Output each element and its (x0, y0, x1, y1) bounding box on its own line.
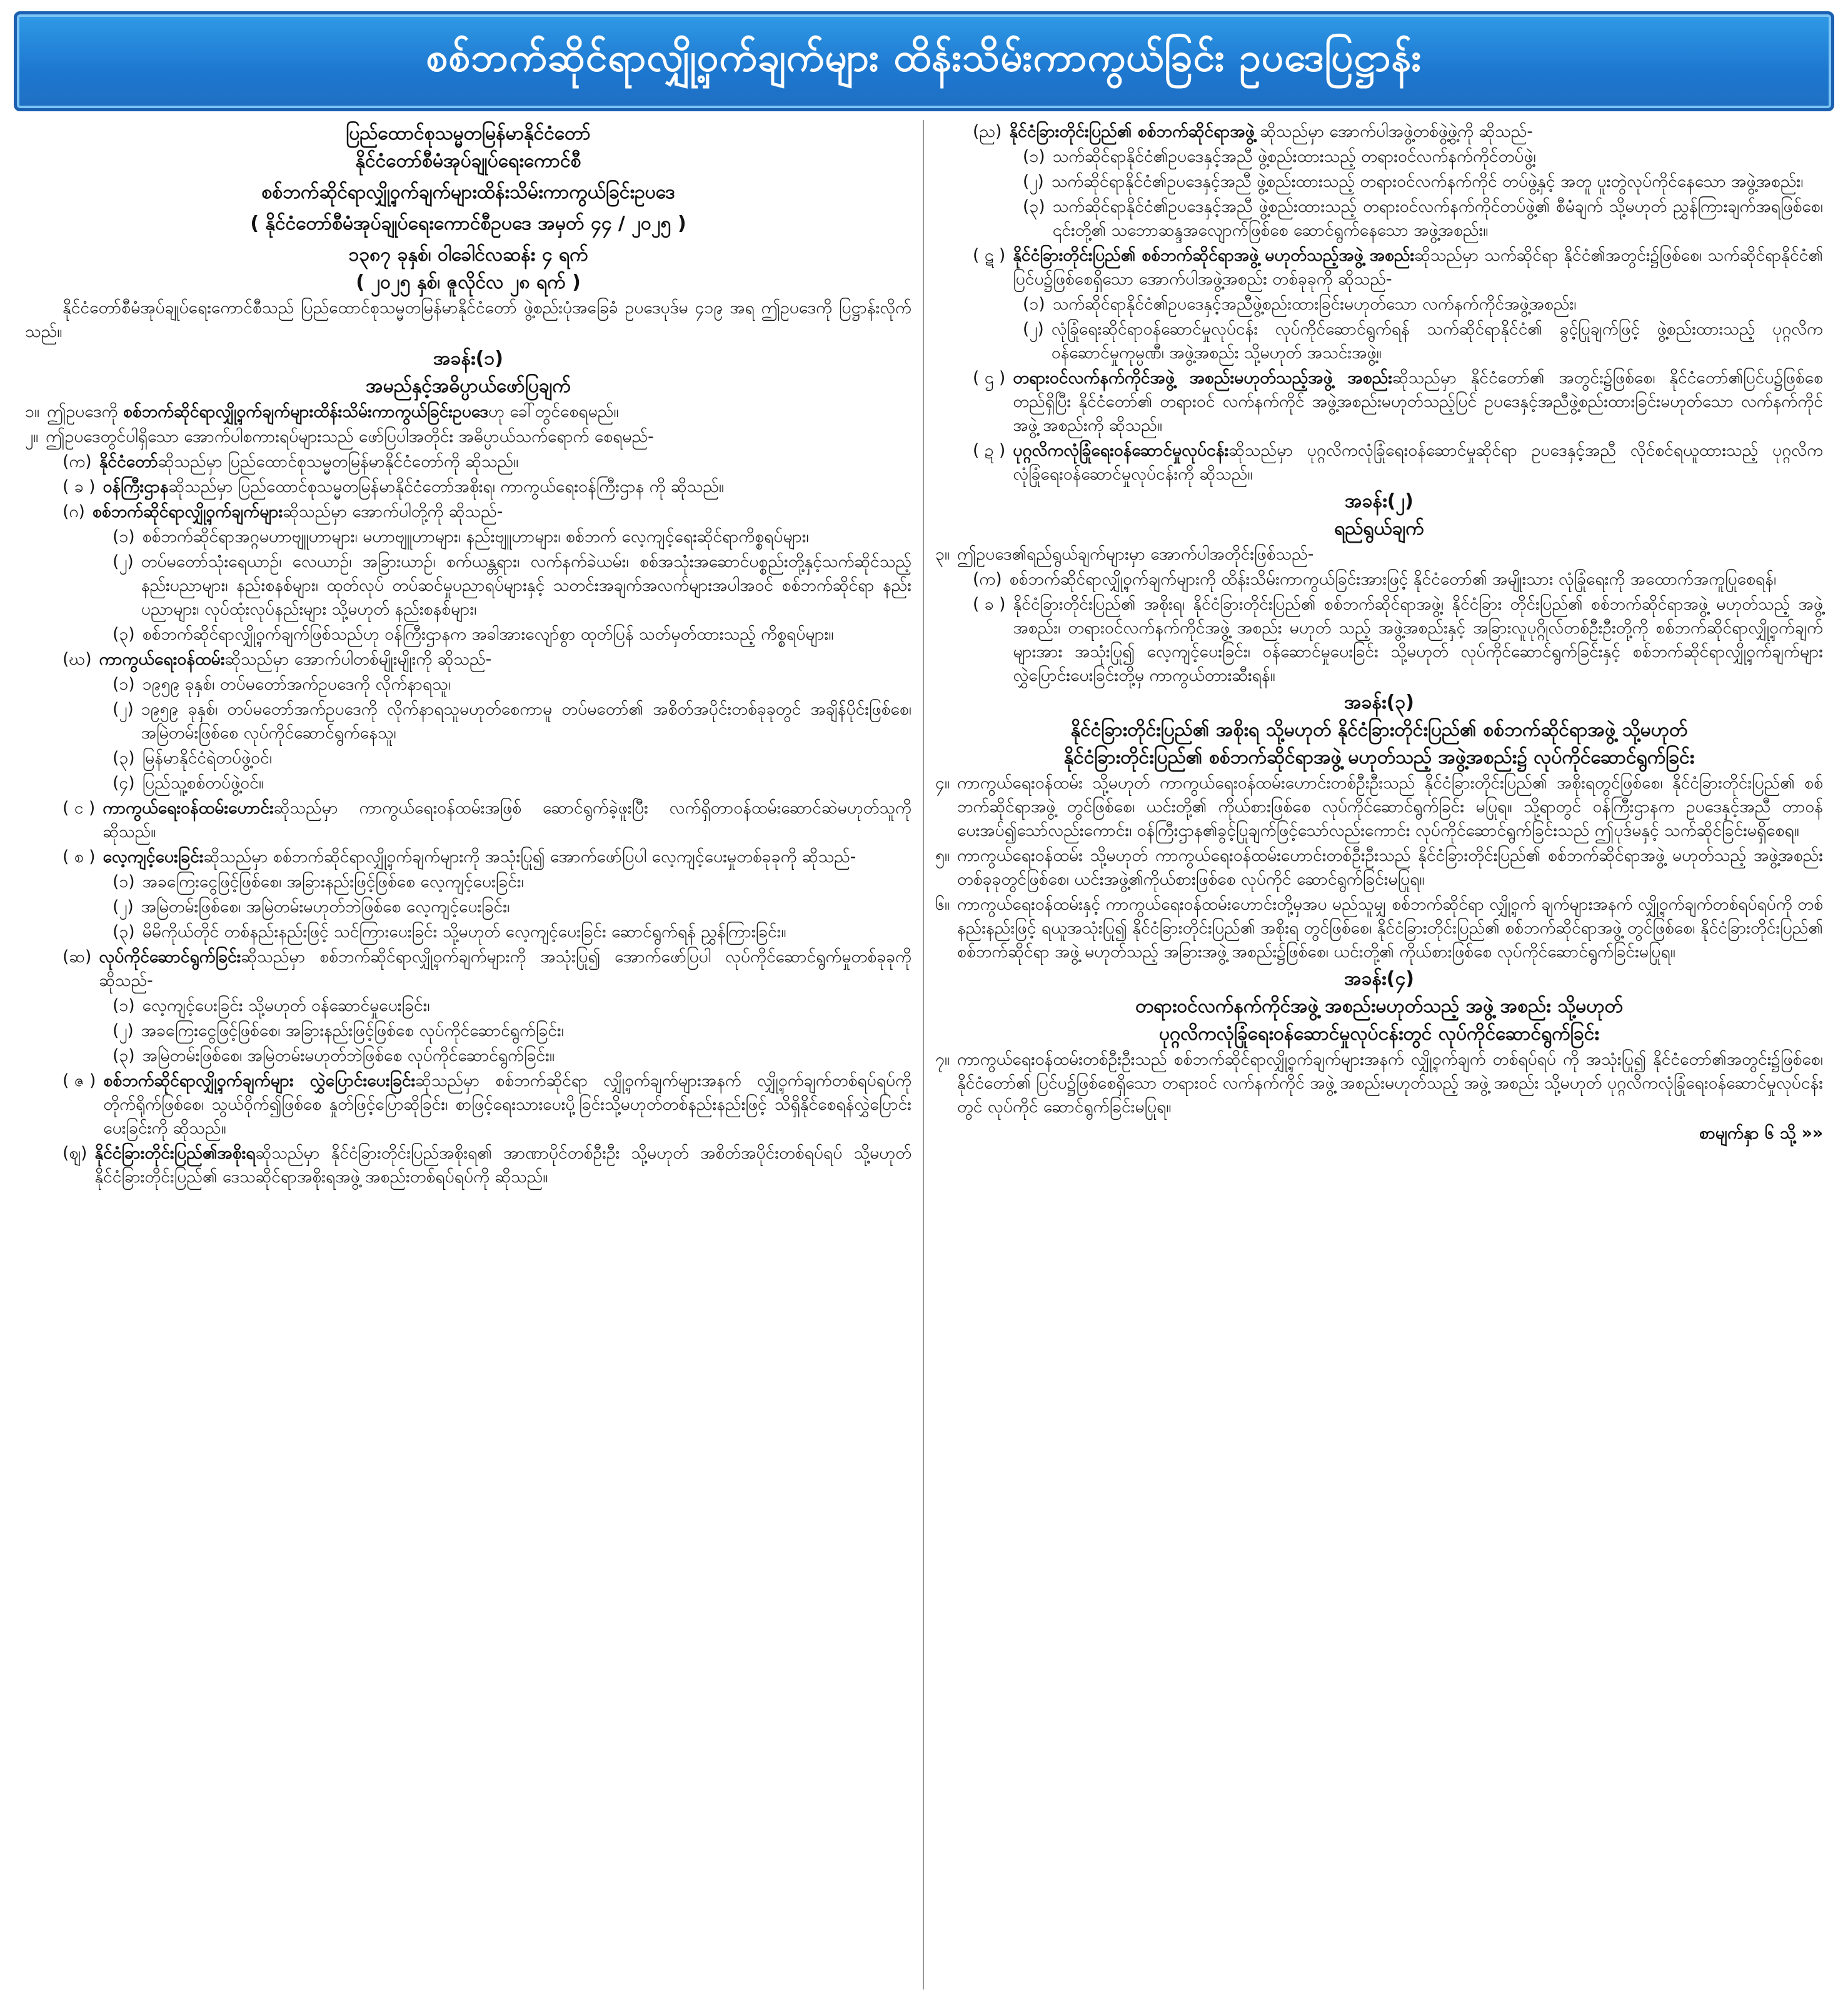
definition-za: ( ဇ ) စစ်ဘက်ဆိုင်ရာလျှို့ဝှက်ချက်များ လွှဲပြောင်းပေးခြင်းဆိုသည်မှာ စစ်ဘက်ဆိုင်ရာ လျှို့ဝှက်ချက်များအနက် လျှို့ဝှက်ချက်တစ်ရပ်ရပ်ကို တိုက်ရိုက်ဖြစ်စေ၊ သွယ်ဝိုက်၍ဖြစ်စေ နှုတ်ဖြင့်ပြောဆိုခြင်း၊ စာဖြင့်ရေးသားပေးပို့ခြင်းသို့မဟုတ်တစ်နည်းနည်းဖြင့် သိရှိနိုင်စေရန်လွှဲပြောင်းပေးခြင်းကို ဆိုသည်။ (63, 1071, 911, 1138)
section-7: ၇။ ကာကွယ်ရေးဝန်ထမ်းတစ်ဦးဦးသည် စစ်ဘက်ဆိုင်ရာလျှို့ဝှက်ချက်များအနက် လျှို့ဝှက်ချက် တစ်ရပ်ရပ် ကို အသုံးပြု၍ နိုင်ငံတော်၏အတွင်း၌ဖြစ်စေ၊ နိုင်ငံတော်၏ ပြင်ပ၌ဖြစ်စေရှိသော တရားဝင် လက်နက်ကိုင် အဖွဲ့ အစည်းမဟုတ်သည့် အဖွဲ့ အစည်း သို့မဟုတ် ပုဂ္ဂလိကလုံခြုံရေးဝန်ဆောင်မှုလုပ်ငန်းတွင် လုပ်ကိုင် ဆောင်ရွက်ခြင်းမပြုရ။ (935, 1050, 1823, 1117)
definition-nya-2: (၂) သက်ဆိုင်ရာနိုင်ငံ၏ဥပဒေနှင့်အညီ ဖွဲ့စည်းထားသည့် တရားဝင်လက်နက်ကိုင် တပ်ဖွဲ့နှင့် အတူ ပူးတွဲလုပ်ကိုင်နေသော အဖွဲ့အစည်း၊ (1023, 172, 1804, 191)
definition-ta-2: (၂) လုံခြုံရေးဆိုင်ရာဝန်ဆောင်မှုလုပ်ငန်း လုပ်ကိုင်ဆောင်ရွက်ရန် သက်ဆိုင်ရာနိုင်ငံ၏ ခွင့်ပြုချက်ဖြင့် ဖွဲ့စည်းထားသည့် ပုဂ္ဂလိကဝန်ဆောင်မှုကုမ္ပဏီ၊ အဖွဲ့အစည်း သို့မဟုတ် အသင်းအဖွဲ့။ (1023, 319, 1823, 363)
definition-tha: ( ဌ ) တရားဝင်လက်နက်ကိုင်အဖွဲ့ အစည်းမဟုတ်သည့်အဖွဲ့ အစည်းဆိုသည်မှာ နိုင်ငံတော်၏ အတွင်း၌ဖြစ်စေ၊ နိုင်ငံတော်၏ပြင်ပ၌ဖြစ်စေ တည်ရှိပြီး နိုင်ငံတော်၏ တရားဝင် လက်နက်ကိုင် အဖွဲ့အစည်းမဟုတ်သည့်ပြင် ဥပဒေနှင့်အညီဖွဲ့စည်းထားခြင်းမဟုတ်သော လက်နက်ကိုင်အဖွဲ့ အစည်းကို ဆိုသည်။ (973, 368, 1823, 435)
law-number: ( နိုင်ငံတော်စီမံအုပ်ချုပ်ရေးကောင်စီဥပဒေ အမှတ် ၄၄ / ၂၀၂၅ ) (250, 213, 686, 234)
definition-dda: ( ဍ ) ပုဂ္ဂလိကလုံခြုံရေးဝန်ဆောင်မှုလုပ်ငန်းဆိုသည်မှာ ပုဂ္ဂလိကလုံခြုံရေးဝန်ဆောင်မှုဆိုင်ရာ ဥပဒေနှင့်အညီ လိုင်စင်ရယူထားသည့် ပုဂ္ဂလိကလုံခြုံရေးဝန်ဆောင်မှုလုပ်ငန်းကို ဆိုသည်။ (973, 441, 1823, 484)
section-3-ka: (က) စစ်ဘက်ဆိုင်ရာလျှို့ဝှက်ချက်များကို ထိန်းသိမ်းကာကွယ်ခြင်းအားဖြင့် နိုင်ငံတော်၏ အမျိုးသား လုံခြုံရေးကို အထောက်အကူပြုစေရန်၊ (973, 570, 1777, 589)
chapter-2-title: အခန်း(၂) (1345, 490, 1414, 512)
chapter-4-subtitle-2: ပုဂ္ဂလိကလုံခြုံရေးဝန်ဆောင်မှုလုပ်ငန်းတွင် လုပ်ကိုင်ဆောင်ရွက်ခြင်း (1159, 1023, 1599, 1045)
definition-sa-1: (၁) အခကြေးငွေဖြင့်ဖြစ်စေ၊ အခြားနည်းဖြင့်ဖြစ်စေ လေ့ကျင့်ပေးခြင်း၊ (113, 872, 524, 892)
definition-ga: (ဂ) စစ်ဘက်ဆိုင်ရာလျှို့ဝှက်ချက်များဆိုသည်မှာ အောက်ပါတို့ကို ဆိုသည်- (63, 502, 503, 521)
definition-nga: ( င ) ကာကွယ်ရေးဝန်ထမ်းဟောင်းဆိုသည်မှာ ကာကွယ်ရေးဝန်ထမ်းအဖြစ် ဆောင်ရွက်ခဲ့ဖူးပြီး လက်ရှိတာဝန်ထမ်းဆောင်ဆဲမဟုတ်သူကို ဆိုသည်။ (63, 798, 911, 842)
law-title: စစ်ဘက်ဆိုင်ရာလျှို့ဝှက်ချက်များထိန်းသိမ်းကာကွယ်ခြင်းဥပဒေ (261, 181, 675, 203)
chapter-3-subtitle-2: နိုင်ငံခြားတိုင်းပြည်၏ စစ်ဘက်ဆိုင်ရာအဖွဲ့ မဟုတ်သည့် အဖွဲ့အစည်း၌ လုပ်ကိုင်ဆောင်ရွက်ခြင်း (1063, 747, 1695, 768)
definition-gha-2: (၂) ၁၉၅၉ ခုနှစ်၊ တပ်မတော်အက်ဥပဒေကို လိုက်နာရသူမဟုတ်စေကာမူ တပ်မတော်၏ အစိတ်အပိုင်းတစ်ခုခုတွင် အချိန်ပိုင်းဖြစ်စေ၊ အမြဲတမ်းဖြစ်စေ လုပ်ကိုင်ဆောင်ရွက်နေသူ၊ (113, 700, 911, 743)
myanmar-date: ၁၃၈၇ ခုနှစ်၊ ဝါခေါင်လဆန်း ၄ ရက် (348, 244, 588, 266)
definition-gha-3: (၃) မြန်မာနိုင်ငံရဲတပ်ဖွဲ့ဝင်၊ (113, 748, 273, 768)
definition-hsa-2: (၂) အခကြေးငွေဖြင့်ဖြစ်စေ၊ အခြားနည်းဖြင့်ဖြစ်စေ လုပ်ကိုင်ဆောင်ရွက်ခြင်း၊ (113, 1021, 564, 1040)
chapter-4-title: အခန်း(၄) (1344, 968, 1414, 990)
right-column (924, 120, 1834, 1989)
article-columns (14, 120, 1834, 1989)
section-6: ၆။ ကာကွယ်ရေးဝန်ထမ်းနှင့် ကာကွယ်ရေးဝန်ထမ်းဟောင်းတို့မှအပ မည်သူမျှ စစ်ဘက်ဆိုင်ရာ လျှို့ဝှက် ချက်များအနက် လျှို့ဝှက်ချက်တစ်ရပ်ရပ်ကို တစ်နည်းနည်းဖြင့် ရယူအသုံးပြု၍ နိုင်ငံခြားတိုင်းပြည်၏ အစိုးရ တွင်ဖြစ်စေ၊ နိုင်ငံခြားတိုင်းပြည်၏ စစ်ဘက်ဆိုင်ရာအဖွဲ့ တွင်ဖြစ်စေ၊ နိုင်ငံခြားတိုင်းပြည်၏ စစ်ဘက်ဆိုင်ရာ အဖွဲ့ မဟုတ်သည့် အခြားအဖွဲ့ အစည်း၌ဖြစ်စေ၊ ယင်းတို့၏ ကိုယ်စားဖြစ်စေ လုပ်ကိုင်ဆောင်ရွက်ခြင်းမပြုရ။ (935, 895, 1823, 962)
definition-gha: (ဃ) ကာကွယ်ရေးဝန်ထမ်းဆိုသည်မှာ အောက်ပါတစ်မျိုးမျိုးကို ဆိုသည်- (63, 650, 492, 669)
definition-ta: ( ဋ ) နိုင်ငံခြားတိုင်းပြည်၏ စစ်ဘက်ဆိုင်ရာအဖွဲ့ မဟုတ်သည့်အဖွဲ့ အစည်းဆိုသည်မှာ သက်ဆိုင်ရာ နိုင်ငံ၏အတွင်း၌ဖြစ်စေ၊ သက်ဆိုင်ရာနိုင်ငံ၏ ပြင်ပ၌ဖြစ်စေရှိသော အောက်ပါအဖွဲ့အစည်း တစ်ခုခုကို ဆိုသည်- (973, 246, 1823, 289)
definition-gha-4: (၄) ပြည်သူ့စစ်တပ်ဖွဲ့ဝင်။ (113, 773, 264, 793)
definition-kha: ( ခ ) ဝန်ကြီးဌာနဆိုသည်မှာ ပြည်ထောင်စုသမ္မတမြန်မာနိုင်ငံတော်အစိုးရ၊ ကာကွယ်ရေးဝန်ကြီးဌာန ကို ဆိုသည်။ (63, 477, 724, 496)
definition-ka: (က) နိုင်ငံတော်ဆိုသည်မှာ ပြည်ထောင်စုသမ္မတမြန်မာနိုင်ငံတော်ကို ဆိုသည်။ (63, 452, 519, 471)
definition-nya-1: (၁) သက်ဆိုင်ရာနိုင်ငံ၏ဥပဒေနှင့်အညီ ဖွဲ့စည်းထားသည့် တရားဝင်လက်နက်ကိုင်တပ်ဖွဲ့၊ (1023, 147, 1536, 166)
section-5: ၅။ ကာကွယ်ရေးဝန်ထမ်း သို့မဟုတ် ကာကွယ်ရေးဝန်ထမ်းဟောင်းတစ်ဦးဦးသည် နိုင်ငံခြားတိုင်းပြည်၏ စစ်ဘက်ဆိုင်ရာအဖွဲ့ မဟုတ်သည့် အဖွဲ့အစည်းတစ်ခုခုတွင်ဖြစ်စေ၊ ယင်းအဖွဲ့၏ကိုယ်စားဖြစ်စေ လုပ်ကိုင် ဆောင်ရွက်ခြင်းမပြုရ။ (935, 846, 1823, 889)
header-state: ပြည်ထောင်စုသမ္မတမြန်မာနိုင်ငံတော် (346, 123, 591, 144)
definition-hsa-1: (၁) လေ့ကျင့်ပေးခြင်း သို့မဟုတ် ဝန်ဆောင်မှုပေးခြင်း၊ (113, 996, 430, 1015)
definition-nya-3: (၃) သက်ဆိုင်ရာနိုင်ငံ၏ဥပဒေနှင့်အညီ ဖွဲ့စည်းထားသည့် တရားဝင်လက်နက်ကိုင်တပ်ဖွဲ့၏ စီမံချက် သို့မဟုတ် ညွှန်ကြားချက်အရဖြစ်စေ၊ ၎င်းတို့၏ သဘောဆန္ဒအလျောက်ဖြစ်စေ ဆောင်ရွက်နေသော အဖွဲ့အစည်း။ (1023, 197, 1823, 240)
intro-paragraph: နိုင်ငံတော်စီမံအုပ်ချုပ်ရေးကောင်စီသည် ပြည်ထောင်စုသမ္မတမြန်မာနိုင်ငံတော် ဖွဲ့စည်းပုံအခြေခံ ဥပဒေပုဒ်မ ၄၁၉ အရ ဤဥပဒေကို ပြဋ္ဌာန်းလိုက်သည်။ (25, 298, 911, 341)
definition-sa-2: (၂) အမြဲတမ်းဖြစ်စေ၊ အမြဲတမ်းမဟုတ်ဘဲဖြစ်စေ လေ့ကျင့်ပေးခြင်း၊ (113, 897, 510, 917)
section-4: ၄။ ကာကွယ်ရေးဝန်ထမ်း သို့မဟုတ် ကာကွယ်ရေးဝန်ထမ်းဟောင်းတစ်ဦးဦးသည် နိုင်ငံခြားတိုင်းပြည်၏ အစိုးရတွင်ဖြစ်စေ၊ နိုင်ငံခြားတိုင်းပြည်၏ စစ်ဘက်ဆိုင်ရာအဖွဲ့ တွင်ဖြစ်စေ၊ ယင်းတို့၏ ကိုယ်စားဖြစ်စေ လုပ်ကိုင်ဆောင်ရွက်ခြင်း မပြုရ။ သို့ရာတွင် ဝန်ကြီးဌာနက ဥပဒေနှင့်အညီ တာဝန်ပေးအပ်၍သော်လည်းကောင်း၊ ဝန်ကြီးဌာန၏ခွင့်ပြုချက်ဖြင့်သော်လည်းကောင်း လုပ်ကိုင်ဆောင်ရွက်ခြင်းသည် ဤပုဒ်မနှင့် သက်ဆိုင်ခြင်းမရှိစေရ။ (935, 773, 1823, 840)
definition-gha-1: (၁) ၁၉၅၉ ခုနှစ်၊ တပ်မတော်အက်ဥပဒေကို လိုက်နာရသူ၊ (113, 675, 451, 694)
definition-nya: (ည) နိုင်ငံခြားတိုင်းပြည်၏ စစ်ဘက်ဆိုင်ရာအဖွဲ့ ဆိုသည်မှာ အောက်ပါအဖွဲ့တစ်ဖွဲ့ဖွဲ့ကို ဆိုသည်- (973, 122, 1533, 141)
definition-ga-2: (၂) တပ်မတော်သုံးရေယာဉ်၊ လေယာဉ်၊ အခြားယာဉ်၊ စက်ယန္တရား၊ လက်နက်ခဲယမ်း၊ စစ်အသုံးအဆောင်ပစ္စည်းတို့နှင့်သက်ဆိုင်သည့် နည်းပညာများ၊ နည်းစနစ်များ၊ ထုတ်လုပ် တပ်ဆင်မှုပညာရပ်များနှင့် သတင်းအချက်အလက်များအပါအဝင် စစ်ဘက်ဆိုင်ရာ နည်းပညာများ၊ လုပ်ထုံးလုပ်နည်းများ သို့မဟုတ် နည်းစနစ်များ၊ (113, 552, 911, 619)
chapter-3-subtitle-1: နိုင်ငံခြားတိုင်းပြည်၏ အစိုးရ သို့မဟုတ် နိုင်ငံခြားတိုင်းပြည်၏ စစ်ဘက်ဆိုင်ရာအဖွဲ့ သို့မဟုတ် (1070, 719, 1688, 741)
chapter-1-subtitle: အမည်နှင့်အဓိပ္ပာယ်ဖော်ပြချက် (366, 375, 571, 397)
definition-hsa: (ဆ) လုပ်ကိုင်ဆောင်ရွက်ခြင်းဆိုသည်မှာ စစ်ဘက်ဆိုင်ရာလျှို့ဝှက်ချက်များကို အသုံးပြု၍ အောက်ဖော်ပြပါ လုပ်ကိုင်ဆောင်ရွက်မှုတစ်ခုခုကို ဆိုသည်- (63, 947, 911, 990)
left-column (14, 120, 924, 1989)
definition-sa-3: (၃) မိမိကိုယ်တိုင် တစ်နည်းနည်းဖြင့် သင်ကြားပေးခြင်း သို့မဟုတ် လေ့ကျင့်ပေးခြင်း ဆောင်ရွက်ရန် ညွှန်ကြားခြင်း။ (113, 922, 786, 942)
section-3: ၃။ ဤဥပဒေ၏ရည်ရွယ်ချက်များမှာ အောက်ပါအတိုင်းဖြစ်သည်- (935, 545, 1314, 564)
definition-hsa-3: (၃) အမြဲတမ်းဖြစ်စေ၊ အမြဲတမ်းမဟုတ်ဘဲဖြစ်စေ လုပ်ကိုင်ဆောင်ရွက်ခြင်း။ (113, 1046, 555, 1065)
section-1: ၁။ ဤဥပဒေကို စစ်ဘက်ဆိုင်ရာလျှို့ဝှက်ချက်များထိန်းသိမ်းကာကွယ်ခြင်းဥပဒေဟု ခေါ်တွင်စေရမည်။ (25, 402, 619, 421)
header-council: နိုင်ငံတော်စီမံအုပ်ချုပ်ရေးကောင်စီ (355, 150, 581, 172)
definition-ga-1: (၁) စစ်ဘက်ဆိုင်ရာအဂ္ဂမဟာဗျူဟာများ၊ မဟာဗျူဟာများ၊ နည်းဗျူဟာများ၊ စစ်ဘက် လေ့ကျင့်ရေးဆိုင်ရာကိစ္စရပ်များ၊ (113, 527, 809, 546)
section-2: ၂။ ဤဥပဒေတွင်ပါရှိသော အောက်ပါစကားရပ်များသည် ဖော်ပြပါအတိုင်း အဓိပ္ပာယ်သက်ရောက် စေရမည်- (25, 427, 654, 446)
section-3-kha: ( ခ ) နိုင်ငံခြားတိုင်းပြည်၏ အစိုးရ၊ နိုင်ငံခြားတိုင်းပြည်၏ စစ်ဘက်ဆိုင်ရာအဖွဲ့၊ နိုင်ငံခြား တိုင်းပြည်၏ စစ်ဘက်ဆိုင်ရာအဖွဲ့ မဟုတ်သည့် အဖွဲ့အစည်း၊ တရားဝင်လက်နက်ကိုင်အဖွဲ့ အစည်း မဟုတ် သည့် အဖွဲ့အစည်းနှင့် အခြားလူပုဂ္ဂိုလ်တစ်ဦးဦးတို့ကို စစ်ဘက်ဆိုင်ရာလျှို့ဝှက်ချက်များအား အသုံးပြု၍ လေ့ကျင့်ပေးခြင်း၊ ဝန်ဆောင်မှုပေးခြင်း သို့မဟုတ် လုပ်ကိုင်ဆောင်ရွက်ခြင်းနှင့် စစ်ဘက်ဆိုင်ရာလျှို့ဝှက်ချက်များ လွှဲပြောင်းပေးခြင်းတို့မှ ကာကွယ်တားဆီးရန်။ (973, 595, 1823, 685)
definition-sa: ( စ ) လေ့ကျင့်ပေးခြင်းဆိုသည်မှာ စစ်ဘက်ဆိုင်ရာလျှို့ဝှက်ချက်များကို အသုံးပြု၍ အောက်ဖော်ပြပါ လေ့ကျင့်ပေးမှုတစ်ခုခုကို ဆိုသည်- (63, 847, 856, 867)
continued-on-page-link[interactable]: စာမျက်နှာ ၆ သို့ »» (1699, 1124, 1823, 1143)
definition-ta-1: (၁) သက်ဆိုင်ရာနိုင်ငံ၏ဥပဒေနှင့်အညီဖွဲ့စည်းထားခြင်းမဟုတ်သော လက်နက်ကိုင်အဖွဲ့အစည်း၊ (1023, 294, 1577, 314)
definition-ga-3: (၃) စစ်ဘက်ဆိုင်ရာလျှို့ဝှက်ချက်ဖြစ်သည်ဟု ဝန်ကြီးဌာနက အခါအားလျော်စွာ ထုတ်ပြန် သတ်မှတ်ထားသည့် ကိစ္စရပ်များ။ (113, 625, 834, 644)
chapter-1-title: အခန်း(၁) (433, 348, 503, 370)
chapter-4-subtitle-1: တရားဝင်လက်နက်ကိုင်အဖွဲ့ အစည်းမဟုတ်သည့် အဖွဲ့ အစည်း သို့မဟုတ် (1135, 995, 1623, 1017)
gregorian-date: ( ၂၀၂၅ နှစ်၊ ဇူလိုင်လ ၂၈ ရက် ) (356, 271, 581, 293)
headline-banner: စစ်ဘက်ဆိုင်ရာလျှို့ဝှက်ချက်များ ထိန်းသိမ်းကာကွယ်ခြင်း ဥပဒေပြဋ္ဌာန်း (14, 11, 1834, 111)
chapter-2-subtitle: ရည်ရွယ်ချက် (1334, 518, 1424, 540)
chapter-3-title: အခန်း(၃) (1344, 692, 1414, 713)
definition-zha: (ဈ) နိုင်ငံခြားတိုင်းပြည်၏အစိုးရဆိုသည်မှာ နိုင်ငံခြားတိုင်းပြည်အစိုးရ၏ အာဏာပိုင်တစ်ဦးဦး သို့မဟုတ် အစိတ်အပိုင်းတစ်ရပ်ရပ် သို့မဟုတ် နိုင်ငံခြားတိုင်းပြည်၏ ဒေသဆိုင်ရာအစိုးရအဖွဲ့ အစည်းတစ်ရပ်ရပ်ကို ဆိုသည်။ (63, 1144, 911, 1187)
